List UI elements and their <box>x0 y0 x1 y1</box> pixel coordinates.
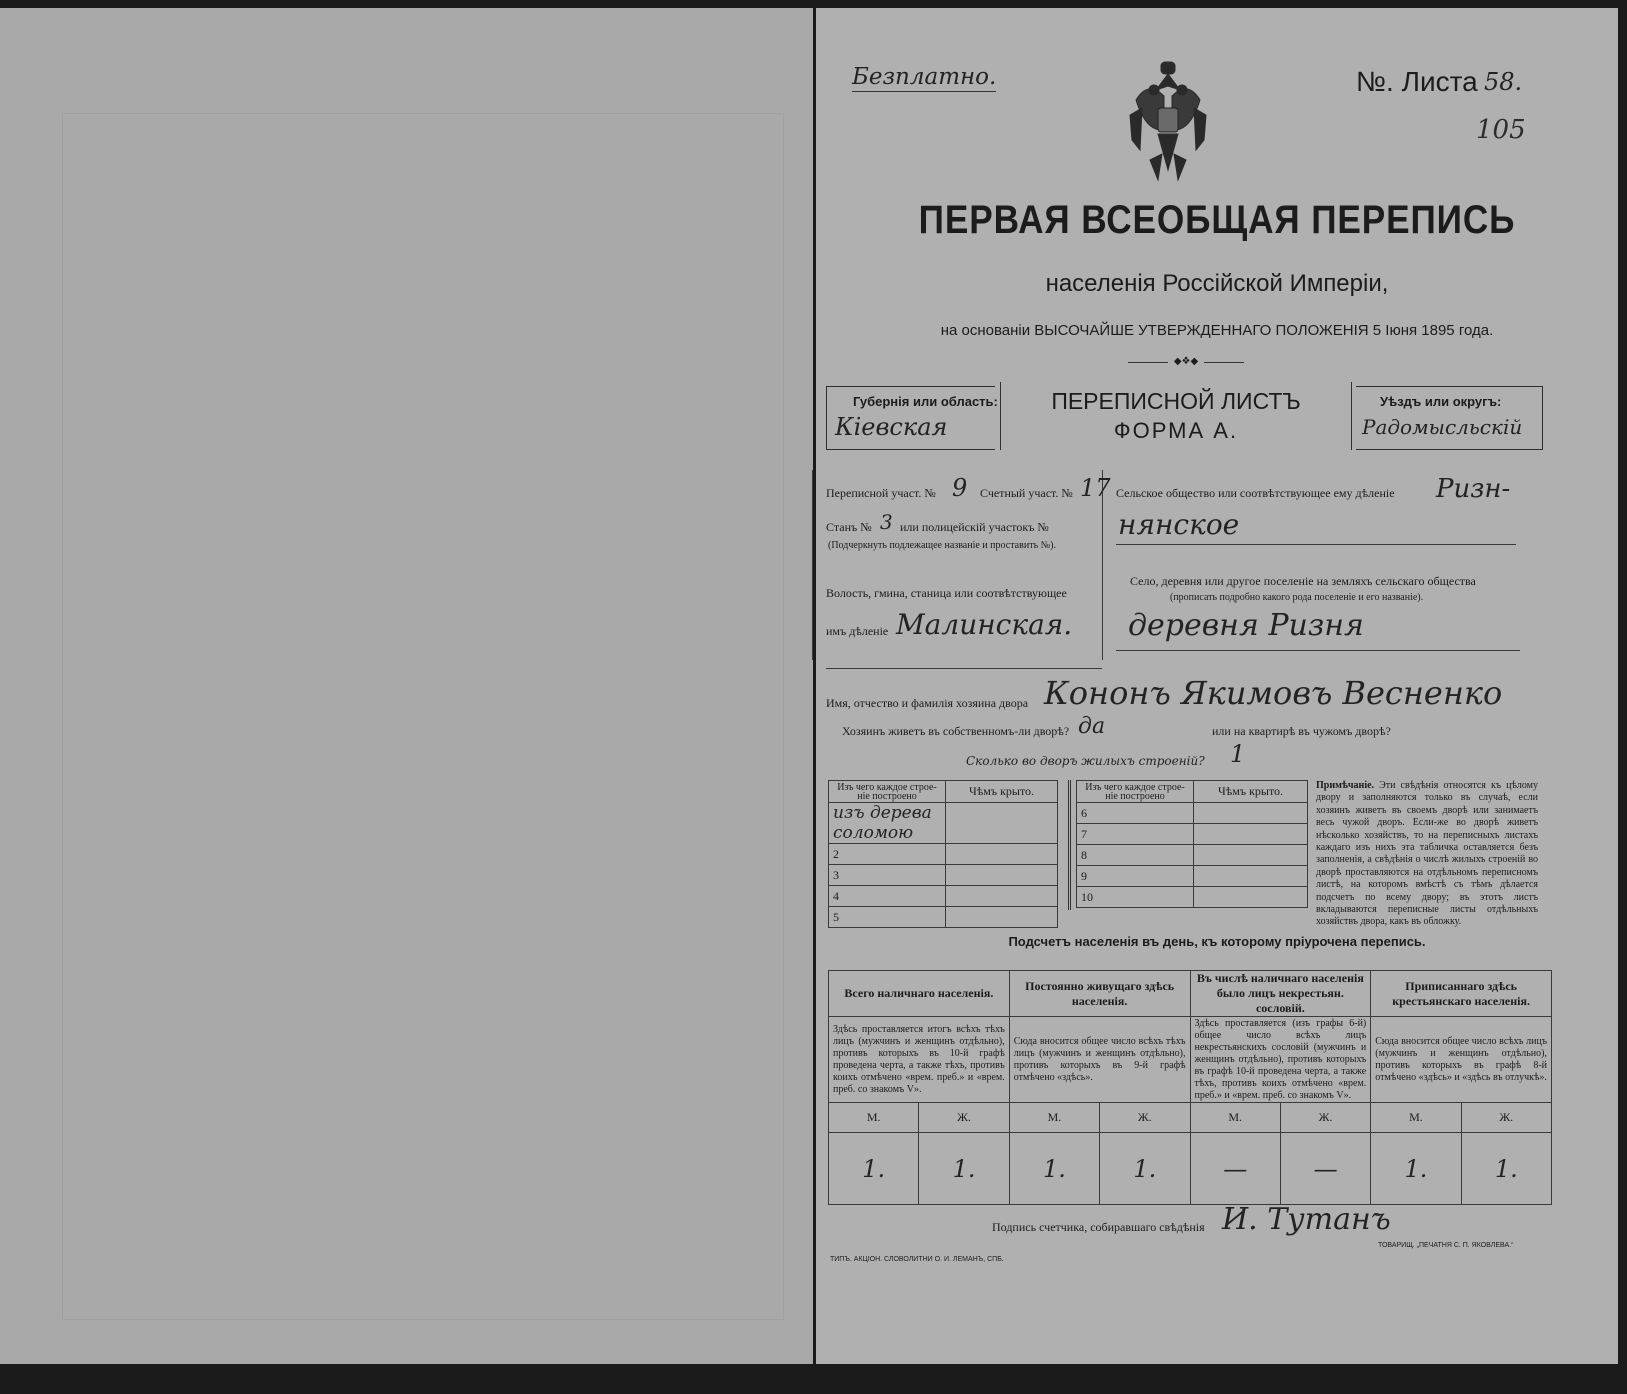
district-value: Радомысльскій <box>1362 415 1523 439</box>
printer-imprint-left: ТИПЪ. АКЦІОН. СЛОВОЛИТНИ О. И. ЛЕМАНЪ, СПБ. <box>830 1256 1004 1263</box>
census-section-value: 9 <box>952 474 968 502</box>
note-text: Эти свѣдѣнія относятся къ цѣлому двору и заполняются только въ случаѣ, если хозяинъ живетъ въ своемъ дворѣ или занимаетъ весь чужой дворъ. Если-же во дворѣ живетъ нѣсколько хозяйствъ, то на переписныхъ листахъ каждаго изъ нихъ эта табличка оставляется безъ заполненія, а свѣдѣнія о числѣ жилыхъ строеній во дворѣ проставляются на отдѣльномъ переписномъ листѣ, на которомъ вмѣстѣ съ тѣмъ дѣлается подсчетъ по всему двору; въ этотъ листъ вкладываются переписные листы отдѣльныхъ хозяйствъ двора, какъ въ обложку. <box>1316 780 1538 928</box>
form-type: ФОРМА А. <box>1113 418 1239 443</box>
tally-desc: Сюда вносится общее число всѣхъ тѣхъ лицъ (мужчинъ и женщинъ отдѣльно), противъ которыхъ въ 9-й графѣ отмѣчено «здѣсь». <box>1009 1017 1190 1103</box>
material-header: Изъ чего каждое строе-ніе построено <box>829 781 946 803</box>
tally-value-female: 1. <box>919 1133 1009 1205</box>
province-value: Кіевская <box>835 413 948 441</box>
building-roof-cell <box>946 865 1058 886</box>
buildings-count-value: 1 <box>1230 740 1246 768</box>
building-material-value: изъ дерева соломою <box>833 803 932 843</box>
census-form-page <box>816 8 1618 1364</box>
printer-imprint-right: ТОВАРИЩ. „ПЕЧАТНЯ С. П. ЯКОВЛЕВА.“ <box>1378 1242 1514 1249</box>
ornament-divider: ◆❖◆ <box>1128 362 1244 371</box>
underline-note: (Подчеркнуть подлежащее названіе и проставить №). <box>828 540 1056 551</box>
building-roof-cell <box>946 907 1058 928</box>
rented-yard-label: или на квартирѣ въ чужомъ дворѣ? <box>1212 724 1391 738</box>
volost-label-continued: имъ дѣленіе <box>826 624 889 638</box>
tally-table <box>828 970 1552 1205</box>
note-title: Примѣчаніе. <box>1316 780 1375 791</box>
female-header: Ж. <box>1280 1103 1370 1133</box>
roof-header: Чѣмъ крыто. <box>1194 781 1308 803</box>
building-row: 5 <box>829 907 946 928</box>
buildings-table-left <box>828 780 1058 928</box>
building-roof-cell <box>946 803 1058 844</box>
society-value: Ризн- <box>1436 474 1511 504</box>
tally-value-female: 1. <box>1100 1133 1190 1205</box>
building-row: 3 <box>829 865 946 886</box>
material-header: Изъ чего каждое строе-ніе построено <box>1077 781 1194 803</box>
province-label: Губернія или область: <box>853 394 998 409</box>
form-title: ПЕРЕПИСНОЙ ЛИСТЪ <box>1051 388 1301 414</box>
building-row: 4 <box>829 886 946 907</box>
form-title-box <box>1000 382 1352 450</box>
male-header: М. <box>829 1103 919 1133</box>
sheet-number-value: 58. <box>1484 68 1523 96</box>
census-section-label: Переписной участ. № <box>826 486 936 500</box>
tally-col-total: Всего наличнаго населенія. <box>829 971 1010 1017</box>
female-header: Ж. <box>1100 1103 1190 1133</box>
building-row: 9 <box>1077 866 1194 887</box>
own-yard-value: да <box>1078 714 1106 739</box>
count-section-value: 17 <box>1080 474 1111 502</box>
document-title: ПЕРВАЯ ВСЕОБЩАЯ ПЕРЕПИСЬ <box>918 198 1516 242</box>
buildings-table-right <box>1076 780 1308 908</box>
buildings-table-divider <box>1068 780 1071 910</box>
legal-basis: на основаніи ВЫСОЧАЙШЕ УТВЕРЖДЕННАГО ПОЛОЖЕНІЯ 5 Іюня 1895 года. <box>940 322 1494 339</box>
village-value: деревня Ризня <box>1128 608 1364 643</box>
document-subtitle: населенія Россійской Имперіи, <box>1045 270 1389 297</box>
bleed-through-frame <box>62 113 784 1320</box>
tally-desc: Сюда вносится общее число всѣхъ лицъ (мужчинъ и женщинъ отдѣльно), противъ которыхъ въ графѣ 8-й отмѣчено «здѣсь» и «здѣсь въ отлучкѣ». <box>1371 1017 1552 1103</box>
tally-col-permanent: Постоянно живущаго здѣсь населенія. <box>1009 971 1190 1017</box>
building-row: 10 <box>1077 887 1194 908</box>
volost-value: Малинская. <box>896 608 1073 641</box>
buildings-count-label: Сколько во дворъ жилыхъ строеній? <box>966 754 1205 768</box>
male-header: М. <box>1009 1103 1099 1133</box>
tally-value-female: — <box>1280 1133 1370 1205</box>
count-section-label: Счетный участ. № <box>980 486 1073 500</box>
village-note: (прописать подробно какого рода поселеніе и его названіе). <box>1170 592 1424 603</box>
building-row <box>829 803 946 844</box>
enumerator-signature: И. Тутанъ <box>1222 1202 1391 1237</box>
owner-name-value: Кононъ Якимовъ Весненко <box>1044 674 1503 712</box>
own-yard-label: Хозяинъ живетъ въ собственномъ-ли дворѣ? <box>842 724 1070 738</box>
signature-label: Подпись счетчика, собиравшаго свѣдѣнія <box>992 1220 1205 1234</box>
district-label: Уѣздъ или округъ: <box>1380 394 1502 409</box>
village-underline <box>1116 650 1520 651</box>
tally-value-female: 1. <box>1461 1133 1551 1205</box>
building-roof-cell <box>946 844 1058 865</box>
male-header: М. <box>1371 1103 1461 1133</box>
left-blank-page <box>0 8 813 1364</box>
volost-underline <box>826 668 1102 669</box>
building-row: 6 <box>1077 803 1194 824</box>
tally-col-non-peasant: Въ числѣ наличнаго населенія было лицъ некрестьян. сословій. <box>1190 971 1371 1017</box>
tally-value-male: 1. <box>829 1133 919 1205</box>
tally-desc: Здѣсь проставляется (изъ графы 6-й) общее число всѣхъ лицъ некрестьянскихъ сословій (мужчинъ и женщинъ отдѣльно), противъ которыхъ въ графѣ 10-й проведена черта, а также тѣхъ, противъ коихъ отмѣчено «врем. преб.» и «врем. преб. со знакомъ V». <box>1190 1017 1371 1103</box>
society-label: Сельское общество или соотвѣтствующее ему дѣленіе <box>1116 486 1395 500</box>
stan-value: 3 <box>880 510 893 534</box>
tally-value-male: 1. <box>1009 1133 1099 1205</box>
roof-header: Чѣмъ крыто. <box>946 781 1058 803</box>
male-header: М. <box>1190 1103 1280 1133</box>
police-precinct-label: или полицейскій участокъ № <box>900 520 1049 534</box>
tally-title: Подсчетъ населенія въ день, къ которому пріурочена перепись. <box>1008 934 1426 949</box>
female-header: Ж. <box>919 1103 1009 1133</box>
tally-value-male: 1. <box>1371 1133 1461 1205</box>
tally-col-registered-peasant: Приписаннаго здѣсь крестьянскаго населенія. <box>1371 971 1552 1017</box>
archive-number: 105 <box>1476 115 1526 145</box>
village-label: Село, деревня или другое поселеніе на земляхъ сельскаго общества <box>1130 574 1476 588</box>
female-header: Ж. <box>1461 1103 1551 1133</box>
sheet-number-label: №. Листа <box>1356 66 1478 97</box>
building-row: 2 <box>829 844 946 865</box>
district-box <box>1356 386 1543 450</box>
stan-label: Станъ № <box>826 520 872 534</box>
tally-value-male: — <box>1190 1133 1280 1205</box>
double-headed-eagle-emblem <box>1128 60 1208 190</box>
society-value-continued: нянское <box>1118 508 1240 541</box>
left-block-border <box>812 470 813 660</box>
owner-name-label: Имя, отчество и фамилія хозяина двора <box>826 696 1029 710</box>
building-row: 8 <box>1077 845 1194 866</box>
province-box <box>826 386 998 450</box>
building-roof-cell <box>946 886 1058 907</box>
society-underline <box>1116 544 1516 545</box>
tally-desc: Здѣсь проставляется итогъ всѣхъ тѣхъ лицъ (мужчинъ и женщинъ отдѣльно), противъ которыхъ въ 10-й графѣ проведена черта, а также тѣхъ, противъ коихъ отмѣчено «врем. преб.» и «врем. преб. со знакомъ V». <box>829 1017 1010 1103</box>
volost-label: Волость, гмина, станица или соотвѣтствующее <box>826 586 1067 600</box>
building-row: 7 <box>1077 824 1194 845</box>
table-note <box>1316 780 1538 929</box>
free-label: Безплатно. <box>852 64 997 90</box>
